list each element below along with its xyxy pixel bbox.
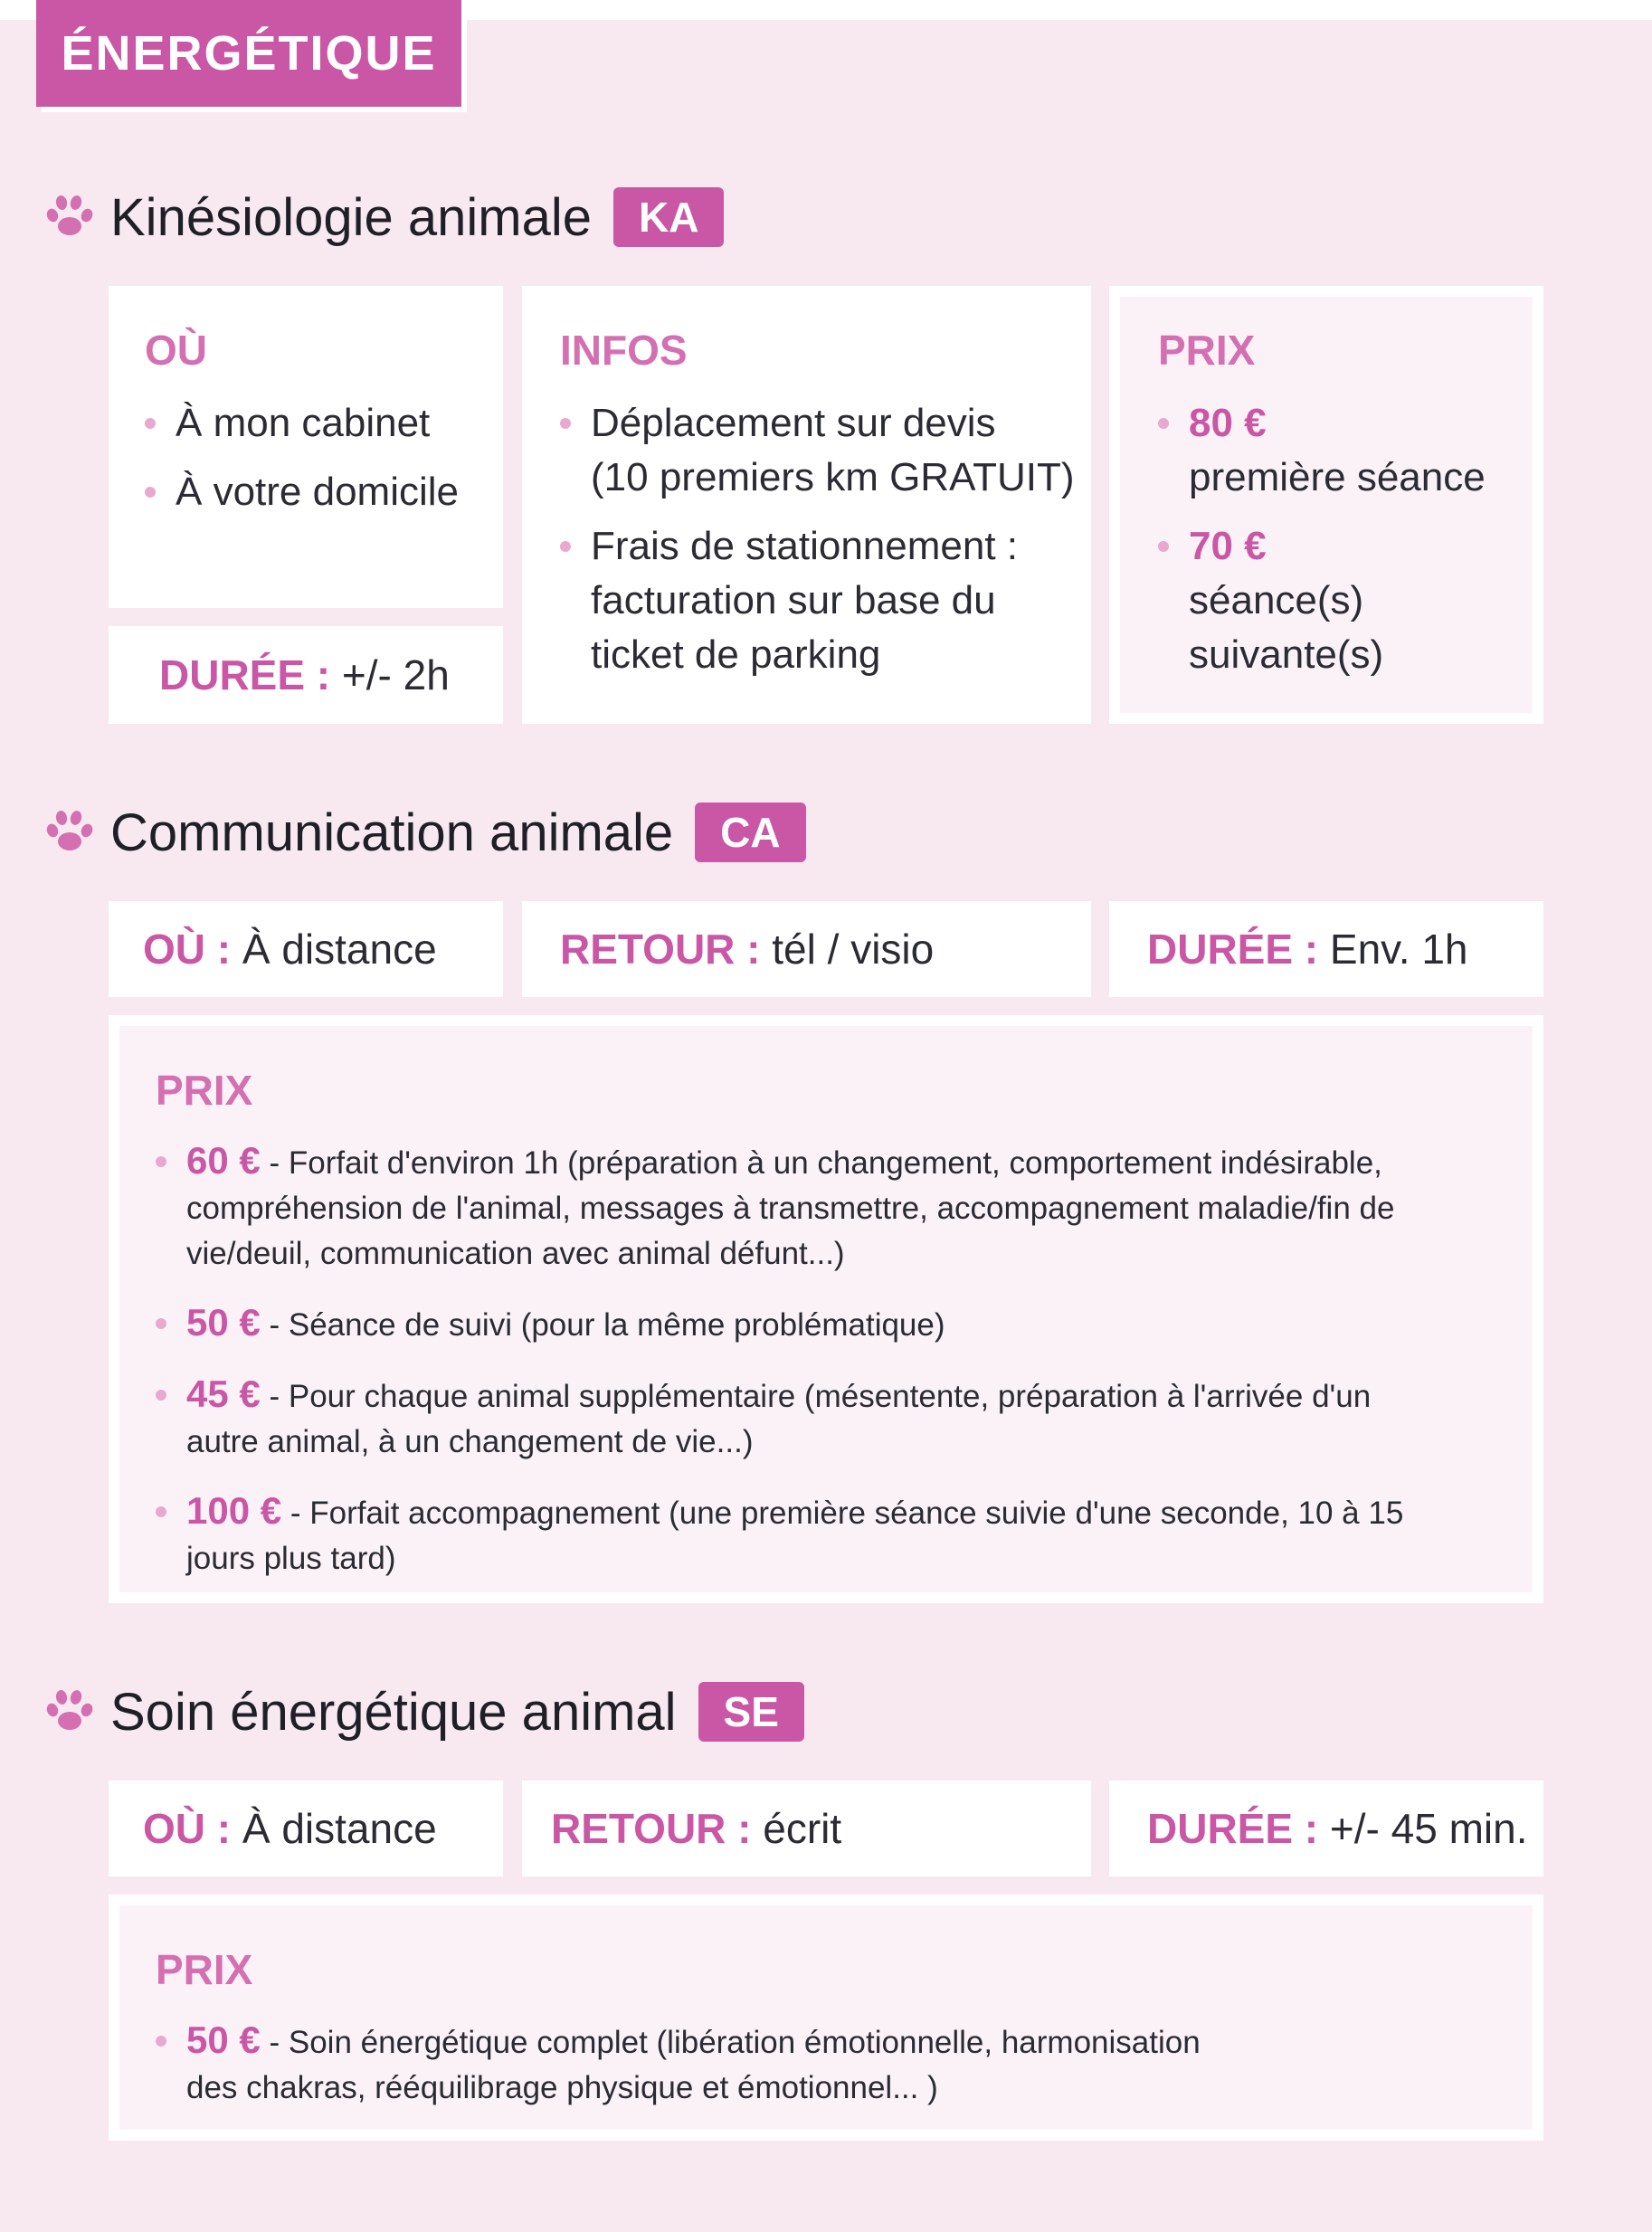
info-line: Frais de stationnement : [591, 524, 1019, 568]
section-title-ca [42, 796, 806, 869]
se-price-heading: PRIX [156, 1946, 253, 1993]
list-item: À mon cabinet [145, 396, 459, 451]
price-value: 50 € [186, 1301, 261, 1344]
ca-price-heading: PRIX [156, 1067, 253, 1114]
info-line: facturation sur base du [591, 578, 996, 622]
price-value: 100 € [186, 1489, 282, 1532]
info-line: Déplacement sur devis [591, 401, 996, 445]
duration-value: Env. 1h [1329, 926, 1468, 973]
ka-infos-list [560, 396, 1075, 682]
return-label: RETOUR : [551, 1805, 752, 1852]
ka-location-heading: OÙ [145, 327, 207, 374]
ka-infos-box [522, 286, 1091, 724]
paw-icon [42, 805, 96, 860]
price-desc: suivante(s) [1189, 632, 1384, 677]
list-item [1158, 519, 1486, 682]
price-desc: - Pour chaque animal supplémentaire (mésentente, préparation à l'arrivée d'un [269, 1379, 1372, 1414]
ka-duration-box [109, 626, 503, 724]
ka-price-heading: PRIX [1158, 327, 1256, 374]
list-item [1158, 396, 1486, 505]
ka-price-box [1109, 286, 1543, 724]
ca-duration-box [1109, 901, 1543, 997]
section-title-se [42, 1676, 804, 1748]
se-return-box [522, 1781, 1091, 1876]
location-label: OÙ : [143, 1805, 232, 1852]
price-desc: autre animal, à un changement de vie...) [186, 1424, 754, 1459]
list-item: À votre domicile [145, 465, 459, 519]
ka-infos-heading: INFOS [560, 327, 688, 374]
return-label: RETOUR : [560, 926, 761, 973]
list-item [156, 2018, 1495, 2111]
section-name: Communication animale [110, 803, 674, 862]
duration-value: +/- 45 min. [1329, 1805, 1528, 1852]
paw-icon [42, 190, 96, 244]
price-desc: - Soin énergétique complet (libération émotionnelle, harmonisation [269, 2025, 1201, 2060]
duration-value: +/- 2h [341, 651, 450, 698]
list-item [156, 1300, 1495, 1348]
price-desc: - Forfait accompagnement (une première séance suivie d'une seconde, 10 à 15 [290, 1496, 1404, 1531]
ca-location-box [109, 901, 503, 997]
se-price-box [109, 1895, 1543, 2141]
price-value: 50 € [186, 2018, 261, 2061]
section-name: Kinésiologie animale [110, 187, 592, 247]
section-title-ka [42, 181, 724, 253]
price-desc: - Séance de suivi (pour la même problématique) [269, 1307, 945, 1343]
section-badge: KA [613, 187, 724, 247]
price-value: 70 € [1189, 524, 1267, 568]
ca-price-list [156, 1138, 1495, 1581]
ka-location-box [109, 286, 503, 608]
ca-price-box [109, 1015, 1543, 1603]
price-desc: - Forfait d'environ 1h (préparation à un changement, comportement indésirable, [269, 1145, 1382, 1181]
section-badge: CA [695, 803, 805, 862]
list-item [156, 1372, 1495, 1465]
price-value: 60 € [186, 1139, 261, 1182]
list-item [156, 1488, 1495, 1581]
section-badge: SE [698, 1682, 804, 1742]
location-value: À distance [242, 1805, 437, 1852]
se-duration-box [1109, 1781, 1543, 1876]
return-value: tél / visio [772, 926, 935, 973]
price-value: 45 € [186, 1372, 261, 1415]
duration-label: DURÉE : [159, 651, 331, 698]
ca-return-box [522, 901, 1091, 997]
paw-icon [42, 1685, 96, 1739]
price-value: 80 € [1189, 401, 1267, 445]
ka-price-list [1158, 396, 1486, 682]
info-line: ticket de parking [591, 632, 881, 677]
price-desc: vie/deuil, communication avec animal défunt...) [186, 1236, 845, 1271]
list-item [560, 519, 1075, 682]
se-location-box [109, 1781, 503, 1876]
duration-label: DURÉE : [1147, 1805, 1319, 1852]
location-label: OÙ : [143, 926, 232, 973]
section-name: Soin énergétique animal [110, 1682, 677, 1742]
price-desc: compréhension de l'animal, messages à transmettre, accompagnement maladie/fin de [186, 1191, 1395, 1226]
category-title: ÉNERGÉTIQUE [61, 26, 437, 81]
duration-label: DURÉE : [1147, 926, 1319, 973]
ka-location-list [145, 396, 459, 519]
price-desc: première séance [1189, 455, 1486, 499]
price-desc: séance(s) [1189, 578, 1364, 622]
category-header [36, 0, 461, 107]
price-desc: jours plus tard) [186, 1541, 396, 1576]
info-line: (10 premiers km GRATUIT) [591, 455, 1075, 499]
location-value: À distance [242, 926, 437, 973]
return-value: écrit [763, 1805, 842, 1852]
list-item [560, 396, 1075, 505]
list-item [156, 1138, 1495, 1277]
price-desc: des chakras, rééquilibrage physique et émotionnel... ) [186, 2070, 938, 2105]
se-price-list [156, 2018, 1495, 2111]
